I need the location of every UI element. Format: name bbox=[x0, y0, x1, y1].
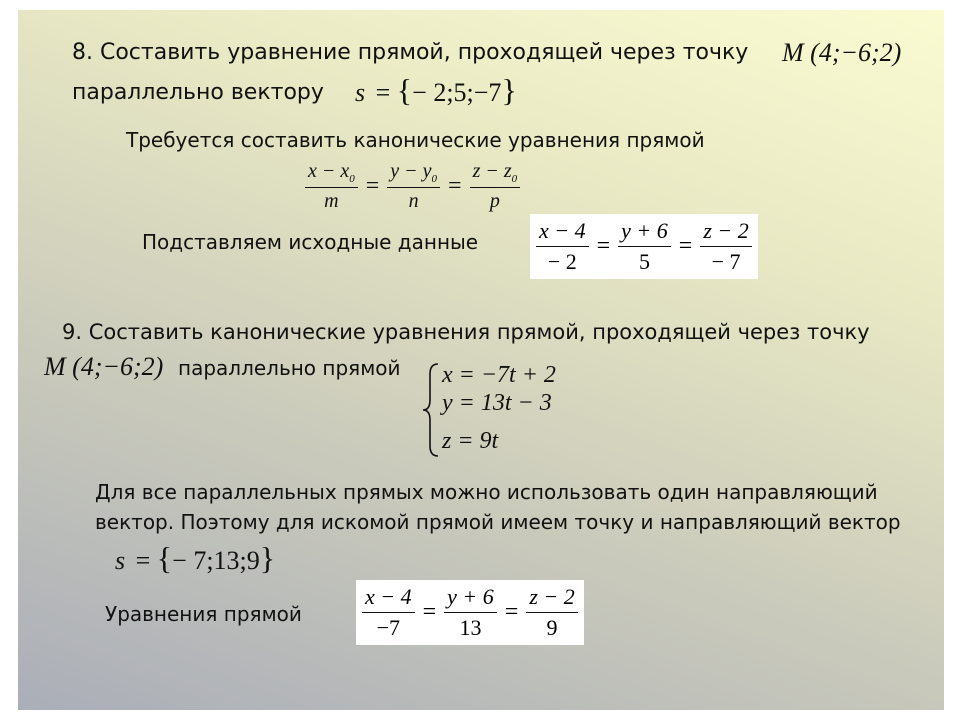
substitute-label: Подставляем исходные данные bbox=[142, 230, 479, 254]
result-y-fraction: $\frac{y + 6}{13}$ bbox=[444, 584, 497, 641]
substituted-equation: $\frac{x - 4}{- 2}$ = $\frac{y + 6}{5}$ = $\frac{z - 2}{- 7}$ bbox=[530, 214, 758, 279]
canonical-equation: $\frac{x - x_0}{m}$ = $\frac{y - y_0}{n}$ = $\frac{z - z_0}{p}$ bbox=[305, 160, 520, 213]
vector-values: − 2;5;−7 bbox=[412, 78, 502, 107]
result-equation: $\frac{x - 4}{-7}$ = $\frac{y + 6}{13}$ = $\frac{z - 2}{9}$ bbox=[356, 580, 584, 645]
brace-close: } bbox=[501, 72, 517, 108]
result-x-fraction: $\frac{x - 4}{-7}$ bbox=[362, 584, 415, 641]
line-system bbox=[420, 360, 580, 460]
problem9-title: 9. Составить канонические уравнения прямой, проходящей через точку bbox=[62, 320, 870, 344]
problem8-title-line1: 8. Составить уравнение прямой, проходящей через точку bbox=[72, 40, 749, 65]
problem8-point: M (4;−6;2) bbox=[782, 38, 902, 67]
explanation-line1: Для все параллельных прямых можно использовать один направляющий bbox=[95, 480, 878, 504]
vector-values: − 7;13;9 bbox=[172, 546, 260, 575]
vector-equals: = bbox=[375, 78, 391, 107]
system-line-x: x = −7t + 2 bbox=[442, 362, 556, 388]
system-brace-icon bbox=[420, 360, 444, 460]
brace-open: { bbox=[396, 72, 413, 108]
explanation-line2: вектор. Поэтому для искомой прямой имеем точку и направляющий вектор bbox=[95, 510, 901, 534]
vector-equals: = bbox=[135, 546, 151, 575]
vector-s-symbol: s bbox=[355, 78, 366, 107]
result-z-fraction: $\frac{z - 2}{9}$ bbox=[526, 584, 577, 641]
problem9-point: M (4;−6;2) bbox=[44, 352, 164, 381]
substituted-x-fraction: $\frac{x - 4}{- 2}$ bbox=[536, 218, 589, 275]
canonical-y-fraction: $\frac{y - y_0}{n}$ bbox=[387, 160, 440, 213]
substituted-z-fraction: $\frac{z - 2}{- 7}$ bbox=[700, 218, 751, 275]
parallel-label: параллельно прямой bbox=[178, 356, 401, 380]
system-line-y: y = 13t − 3 bbox=[442, 390, 552, 416]
canonical-x-fraction: $\frac{x - x_0}{m}$ bbox=[305, 160, 358, 213]
problem8-vector bbox=[355, 72, 517, 109]
requirement-text: Требуется составить канонические уравнения прямой bbox=[126, 128, 705, 152]
substituted-y-fraction: $\frac{y + 6}{5}$ bbox=[618, 218, 671, 275]
problem9-vector bbox=[115, 540, 275, 577]
brace-close: } bbox=[259, 540, 276, 576]
canonical-z-fraction: $\frac{z - z_0}{p}$ bbox=[470, 160, 521, 213]
result-label: Уравнения прямой bbox=[105, 602, 302, 626]
vector-s-symbol: s bbox=[115, 546, 126, 575]
brace-open: { bbox=[156, 540, 173, 576]
problem8-title-line2: параллельно вектору bbox=[72, 80, 324, 105]
system-line-z: z = 9t bbox=[442, 428, 499, 454]
